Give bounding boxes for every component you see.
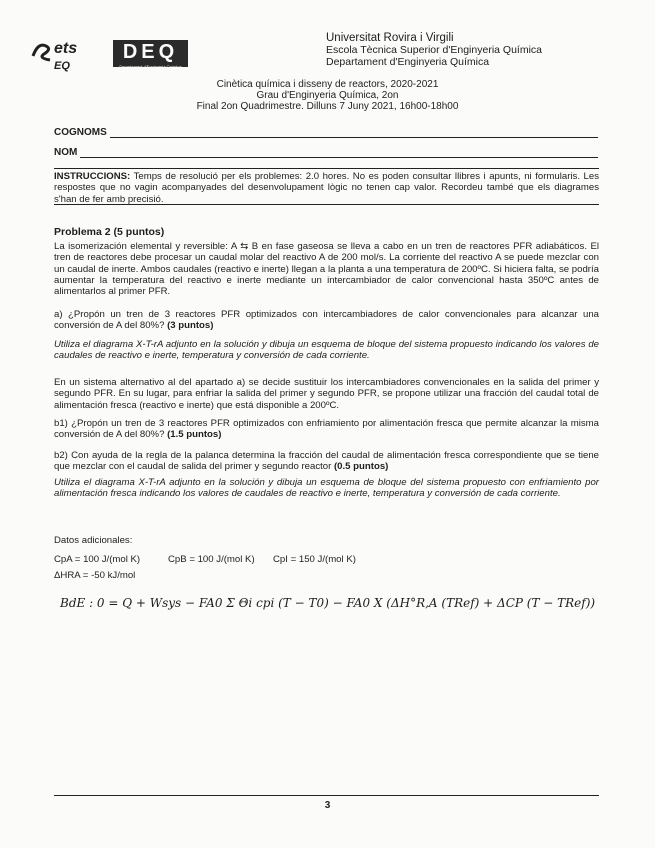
department-name: Departament d'Enginyeria Química [326, 56, 490, 68]
instructions-text: Temps de resolució per els problemes: 2.0 hores. No es poden consultar llibres i apunts, ni formularis. Les respostes que no vagin acompanyades del desenvolupament lògic no tenen cap valor. Recordeu també que els diagrames s'han de fer amb precisió. [54, 171, 599, 205]
deq-logo-subtitle: Departament d'Enginyeria Química [119, 64, 182, 69]
question-a-instructions: Utiliza el diagrama X-T-rA adjunto en la solución y dibuja un esquema de bloque del sistema propuesto indicando los valores de caudales de reactivo e inerte, temperatura y conversión de cada corriente. [54, 339, 599, 362]
cp-i: CpI = 150 J/(mol K) [273, 554, 356, 565]
instructions-top-rule [54, 168, 599, 169]
footer-rule [54, 795, 599, 796]
course-title: Cinètica química i disseny de reactors, 2020-2021 [216, 79, 439, 90]
delta-h: ΔHRA = -50 kJ/mol [54, 570, 136, 581]
problem-title: Problema 2 (5 puntos) [54, 226, 165, 238]
question-b2-points: (0.5 puntos) [333, 461, 389, 473]
logo-swirl-icon [30, 38, 56, 64]
course-degree: Grau d'Enginyeria Química, 2on [256, 90, 399, 101]
logo-ets-text [54, 41, 77, 73]
university-block [326, 32, 542, 68]
logo-eq: EQ [54, 60, 70, 72]
question-b1-text: b1) ¿Propón un tren de 3 reactores PFR optimizados con enfriamiento por alimentación fresca que permite alcanzar la misma conversión de A del 80%? [54, 418, 599, 441]
page-number: 3 [324, 800, 331, 811]
question-a-points: (3 puntos) [167, 320, 214, 332]
exam-date: Final 2on Quadrimestre. Dilluns 7 Juny 2021, 16h00-18h00 [196, 101, 459, 112]
question-b2-text: b2) Con ayuda de la regla de la palanca determina la fracción del caudal de alimentación fresca correspondiente que se tiene que mezclar con el caudal de salida del primer y segundo reactor [54, 450, 599, 473]
cognoms-line[interactable] [110, 137, 598, 138]
alternative-system: En un sistema alternativo al del apartado a) se decide sustituir los intercambiadores convencionales en la salida del primer y segundo PFR. En su lugar, para enfriar la salida del primer y segundo PFR, se propone utilizar una fracción del caudal total de alimentación fresca (reactivo e inerte) que está disponible a 200ºC. [54, 377, 599, 411]
question-a-text: a) ¿Propón un tren de 3 reactores PFR optimizados con intercambiadores de calor convencionales para alcanzar una conversión de A del 80%? [54, 309, 599, 332]
cognoms-label: COGNOMS [54, 127, 107, 138]
question-b-instructions: Utiliza el diagrama X-T-rA adjunto en la solución y dibuja un esquema de bloque del sistema propuesto con enfriamiento por alimentación fresca indicando los valores de caudales de reactivo e inerte, temperatura y conversión de cada corriente. [54, 477, 599, 500]
instructions-bottom-rule [54, 204, 599, 205]
problem-intro: La isomerización elemental y reversible: A ⇆ B en fase gaseosa se lleva a cabo en un tren de reactores PFR adiabáticos. El tren de reactores debe procesar un caudal molar del reactivo A de 200 mol/s. La corriente del reactivo A se puede mezclar con un caudal de inerte. Ambos caudales (reactivo e inerte) llegan a la planta a una temperatura de 200ºC. Si hiciera falta, se podría aumentar la temperatura del reactivo e inerte mediante un intercambiador de calor convencional hasta 350ºC antes de alimentarlos al primer PFR. [54, 241, 599, 298]
course-block [0, 79, 655, 112]
school-name: Escola Tècnica Superior d'Enginyeria Química [326, 44, 542, 56]
datos-title: Datos adicionales: [54, 535, 133, 546]
instructions-label: INSTRUCCIONS: [54, 171, 131, 182]
energy-balance-formula: BdE : 0 = Q + Wsys − FA0 Σ Θi cpi (T − T0) − FA0 X (ΔH°R,A (TRef) + ΔCP (T − TRef)) [60, 596, 596, 610]
question-a [54, 309, 599, 332]
deq-logo: DEQ [113, 40, 188, 67]
instructions [54, 171, 599, 205]
question-b1-points: (1.5 puntos) [167, 429, 222, 441]
nom-line[interactable] [80, 157, 598, 158]
nom-label: NOM [54, 147, 78, 158]
university-name: Universitat Rovira i Virgili [326, 32, 454, 44]
left-logo [30, 38, 56, 64]
cp-a: CpA = 100 J/(mol K) [54, 554, 141, 565]
question-b2 [54, 450, 599, 473]
question-b1 [54, 418, 599, 441]
logo-ets: ets [54, 40, 78, 57]
cp-b: CpB = 100 J/(mol K) [168, 554, 255, 565]
